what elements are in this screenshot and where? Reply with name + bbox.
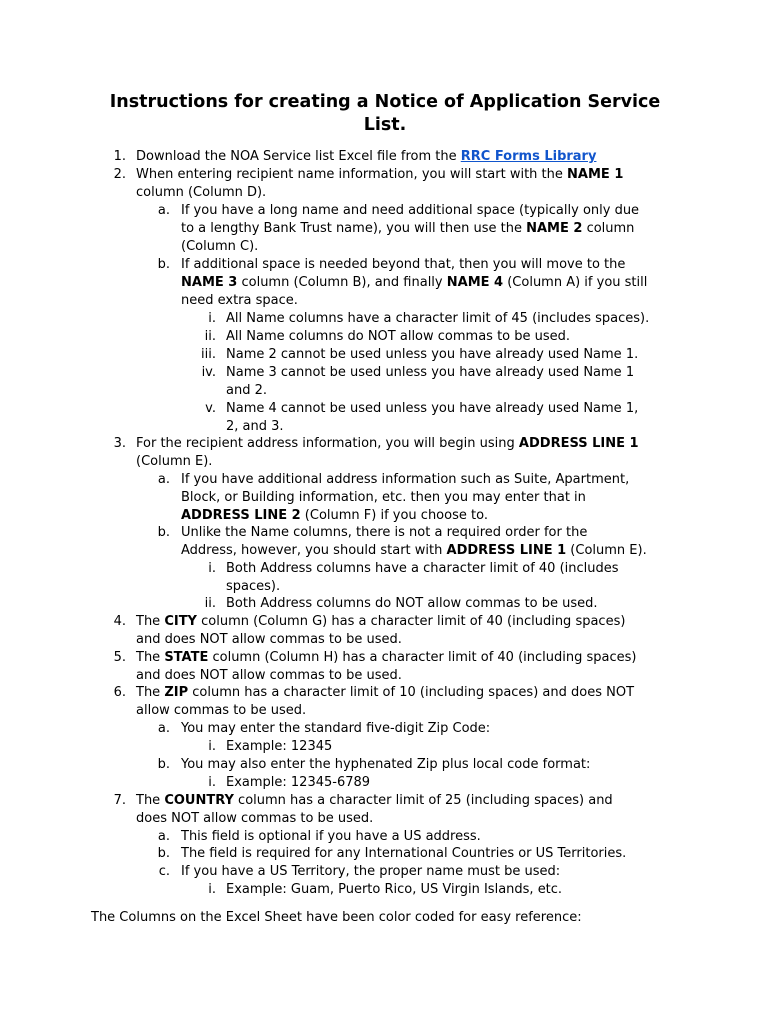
list-item-text: Address, however, you should start with ADDRESS LINE 1 (Column E). bbox=[181, 543, 647, 558]
list-roman: ii. bbox=[204, 329, 216, 344]
list-letter: a. bbox=[157, 721, 170, 736]
list-number: 1. bbox=[113, 149, 126, 164]
list-item-text: If you have a US Territory, the proper name must be used: bbox=[181, 864, 561, 879]
list-number: 4. bbox=[113, 614, 126, 629]
list-item-text: and does NOT allow commas to be used. bbox=[136, 668, 402, 683]
list-item-text: You may also enter the hyphenated Zip plus local code format: bbox=[181, 757, 591, 772]
list-item-text: You may enter the standard five-digit Zip Code: bbox=[181, 721, 491, 736]
list-item-text: Download the NOA Service list Excel file from the RRC Forms Library bbox=[136, 149, 597, 164]
page-title bbox=[100, 91, 670, 137]
list-item-text: Both Address columns do NOT allow commas to be used. bbox=[226, 596, 598, 611]
list-number: 2. bbox=[113, 167, 126, 182]
list-letter: b. bbox=[157, 846, 170, 861]
list-item-text: NAME 3 column (Column B), and finally NAME 4 (Column A) if you still bbox=[181, 275, 648, 290]
list-item-text: If you have a long name and need additional space (typically only due bbox=[181, 203, 640, 218]
list-item-text: If you have additional address information such as Suite, Apartment, bbox=[181, 472, 630, 487]
list-item-text: 2, and 3. bbox=[226, 419, 284, 434]
title-line-1: Instructions for creating a Notice of Application Service bbox=[109, 92, 661, 112]
list-item-text: All Name columns have a character limit of 45 (includes spaces). bbox=[226, 311, 650, 326]
list-item-text: need extra space. bbox=[181, 293, 298, 308]
list-letter: b. bbox=[157, 525, 170, 540]
list-roman: iv. bbox=[201, 365, 216, 380]
list-item-text: does NOT allow commas to be used. bbox=[136, 811, 374, 826]
list-roman: i. bbox=[208, 739, 216, 754]
list-item-text: The CITY column (Column G) has a character limit of 40 (including spaces) bbox=[136, 614, 626, 629]
list-letter: c. bbox=[158, 864, 170, 879]
list-item-text: (Column E). bbox=[136, 454, 213, 469]
list-item-text: This field is optional if you have a US address. bbox=[181, 829, 481, 844]
list-letter: a. bbox=[157, 203, 170, 218]
list-number: 6. bbox=[113, 685, 126, 700]
list-roman: i. bbox=[208, 882, 216, 897]
list-number: 7. bbox=[113, 793, 126, 808]
list-roman: i. bbox=[208, 775, 216, 790]
list-item-text: and does NOT allow commas to be used. bbox=[136, 632, 402, 647]
list-item-text: The ZIP column has a character limit of 10 (including spaces) and does NOT bbox=[136, 685, 635, 700]
list-item-text: Example: 12345-6789 bbox=[226, 775, 371, 790]
list-item-text: (Column C). bbox=[181, 239, 259, 254]
list-item-text: Name 3 cannot be used unless you have already used Name 1 bbox=[226, 365, 635, 380]
list-item-text: Name 2 cannot be used unless you have already used Name 1. bbox=[226, 347, 639, 362]
list-item-text: For the recipient address information, you will begin using ADDRESS LINE 1 bbox=[136, 436, 639, 451]
list-number: 5. bbox=[113, 650, 126, 665]
list-item-text: The STATE column (Column H) has a character limit of 40 (including spaces) bbox=[136, 650, 637, 665]
list-item-text: The field is required for any International Countries or US Territories. bbox=[181, 846, 627, 861]
footer-paragraph: The Columns on the Excel Sheet have been color coded for easy reference: bbox=[91, 910, 582, 925]
list-roman: v. bbox=[205, 401, 216, 416]
list-roman: i. bbox=[208, 311, 216, 326]
list-item-text: Unlike the Name columns, there is not a required order for the bbox=[181, 525, 588, 540]
list-item-text: Both Address columns have a character limit of 40 (includes bbox=[226, 561, 619, 576]
list-item-text: Example: Guam, Puerto Rico, US Virgin Islands, etc. bbox=[226, 882, 563, 897]
list-letter: b. bbox=[157, 257, 170, 272]
list-item-text: The COUNTRY column has a character limit of 25 (including spaces) and bbox=[136, 793, 613, 808]
list-item-text: column (Column D). bbox=[136, 185, 267, 200]
list-item-text: All Name columns do NOT allow commas to be used. bbox=[226, 329, 571, 344]
list-item-text: to a lengthy Bank Trust name), you will then use the NAME 2 column bbox=[181, 221, 635, 236]
list-item-text: Name 4 cannot be used unless you have already used Name 1, bbox=[226, 401, 639, 416]
list-item-text: spaces). bbox=[226, 579, 281, 594]
list-item-text: ADDRESS LINE 2 (Column F) if you choose to. bbox=[181, 508, 488, 523]
title-line-2: List. bbox=[363, 115, 407, 135]
list-item-text: If additional space is needed beyond that, then you will move to the bbox=[181, 257, 626, 272]
list-item-text: and 2. bbox=[226, 383, 267, 398]
list-letter: a. bbox=[157, 472, 170, 487]
list-letter: b. bbox=[157, 757, 170, 772]
list-item-text: Block, or Building information, etc. then you may enter that in bbox=[181, 490, 586, 505]
list-item-text: Example: 12345 bbox=[226, 739, 333, 754]
list-item-text: allow commas to be used. bbox=[136, 703, 307, 718]
list-letter: a. bbox=[157, 829, 170, 844]
list-number: 3. bbox=[113, 436, 126, 451]
list-item-text: When entering recipient name information, you will start with the NAME 1 bbox=[136, 167, 624, 182]
list-roman: ii. bbox=[204, 596, 216, 611]
list-roman: iii. bbox=[201, 347, 216, 362]
list-roman: i. bbox=[208, 561, 216, 576]
rrc-forms-library-link[interactable]: RRC Forms Library bbox=[460, 149, 597, 164]
